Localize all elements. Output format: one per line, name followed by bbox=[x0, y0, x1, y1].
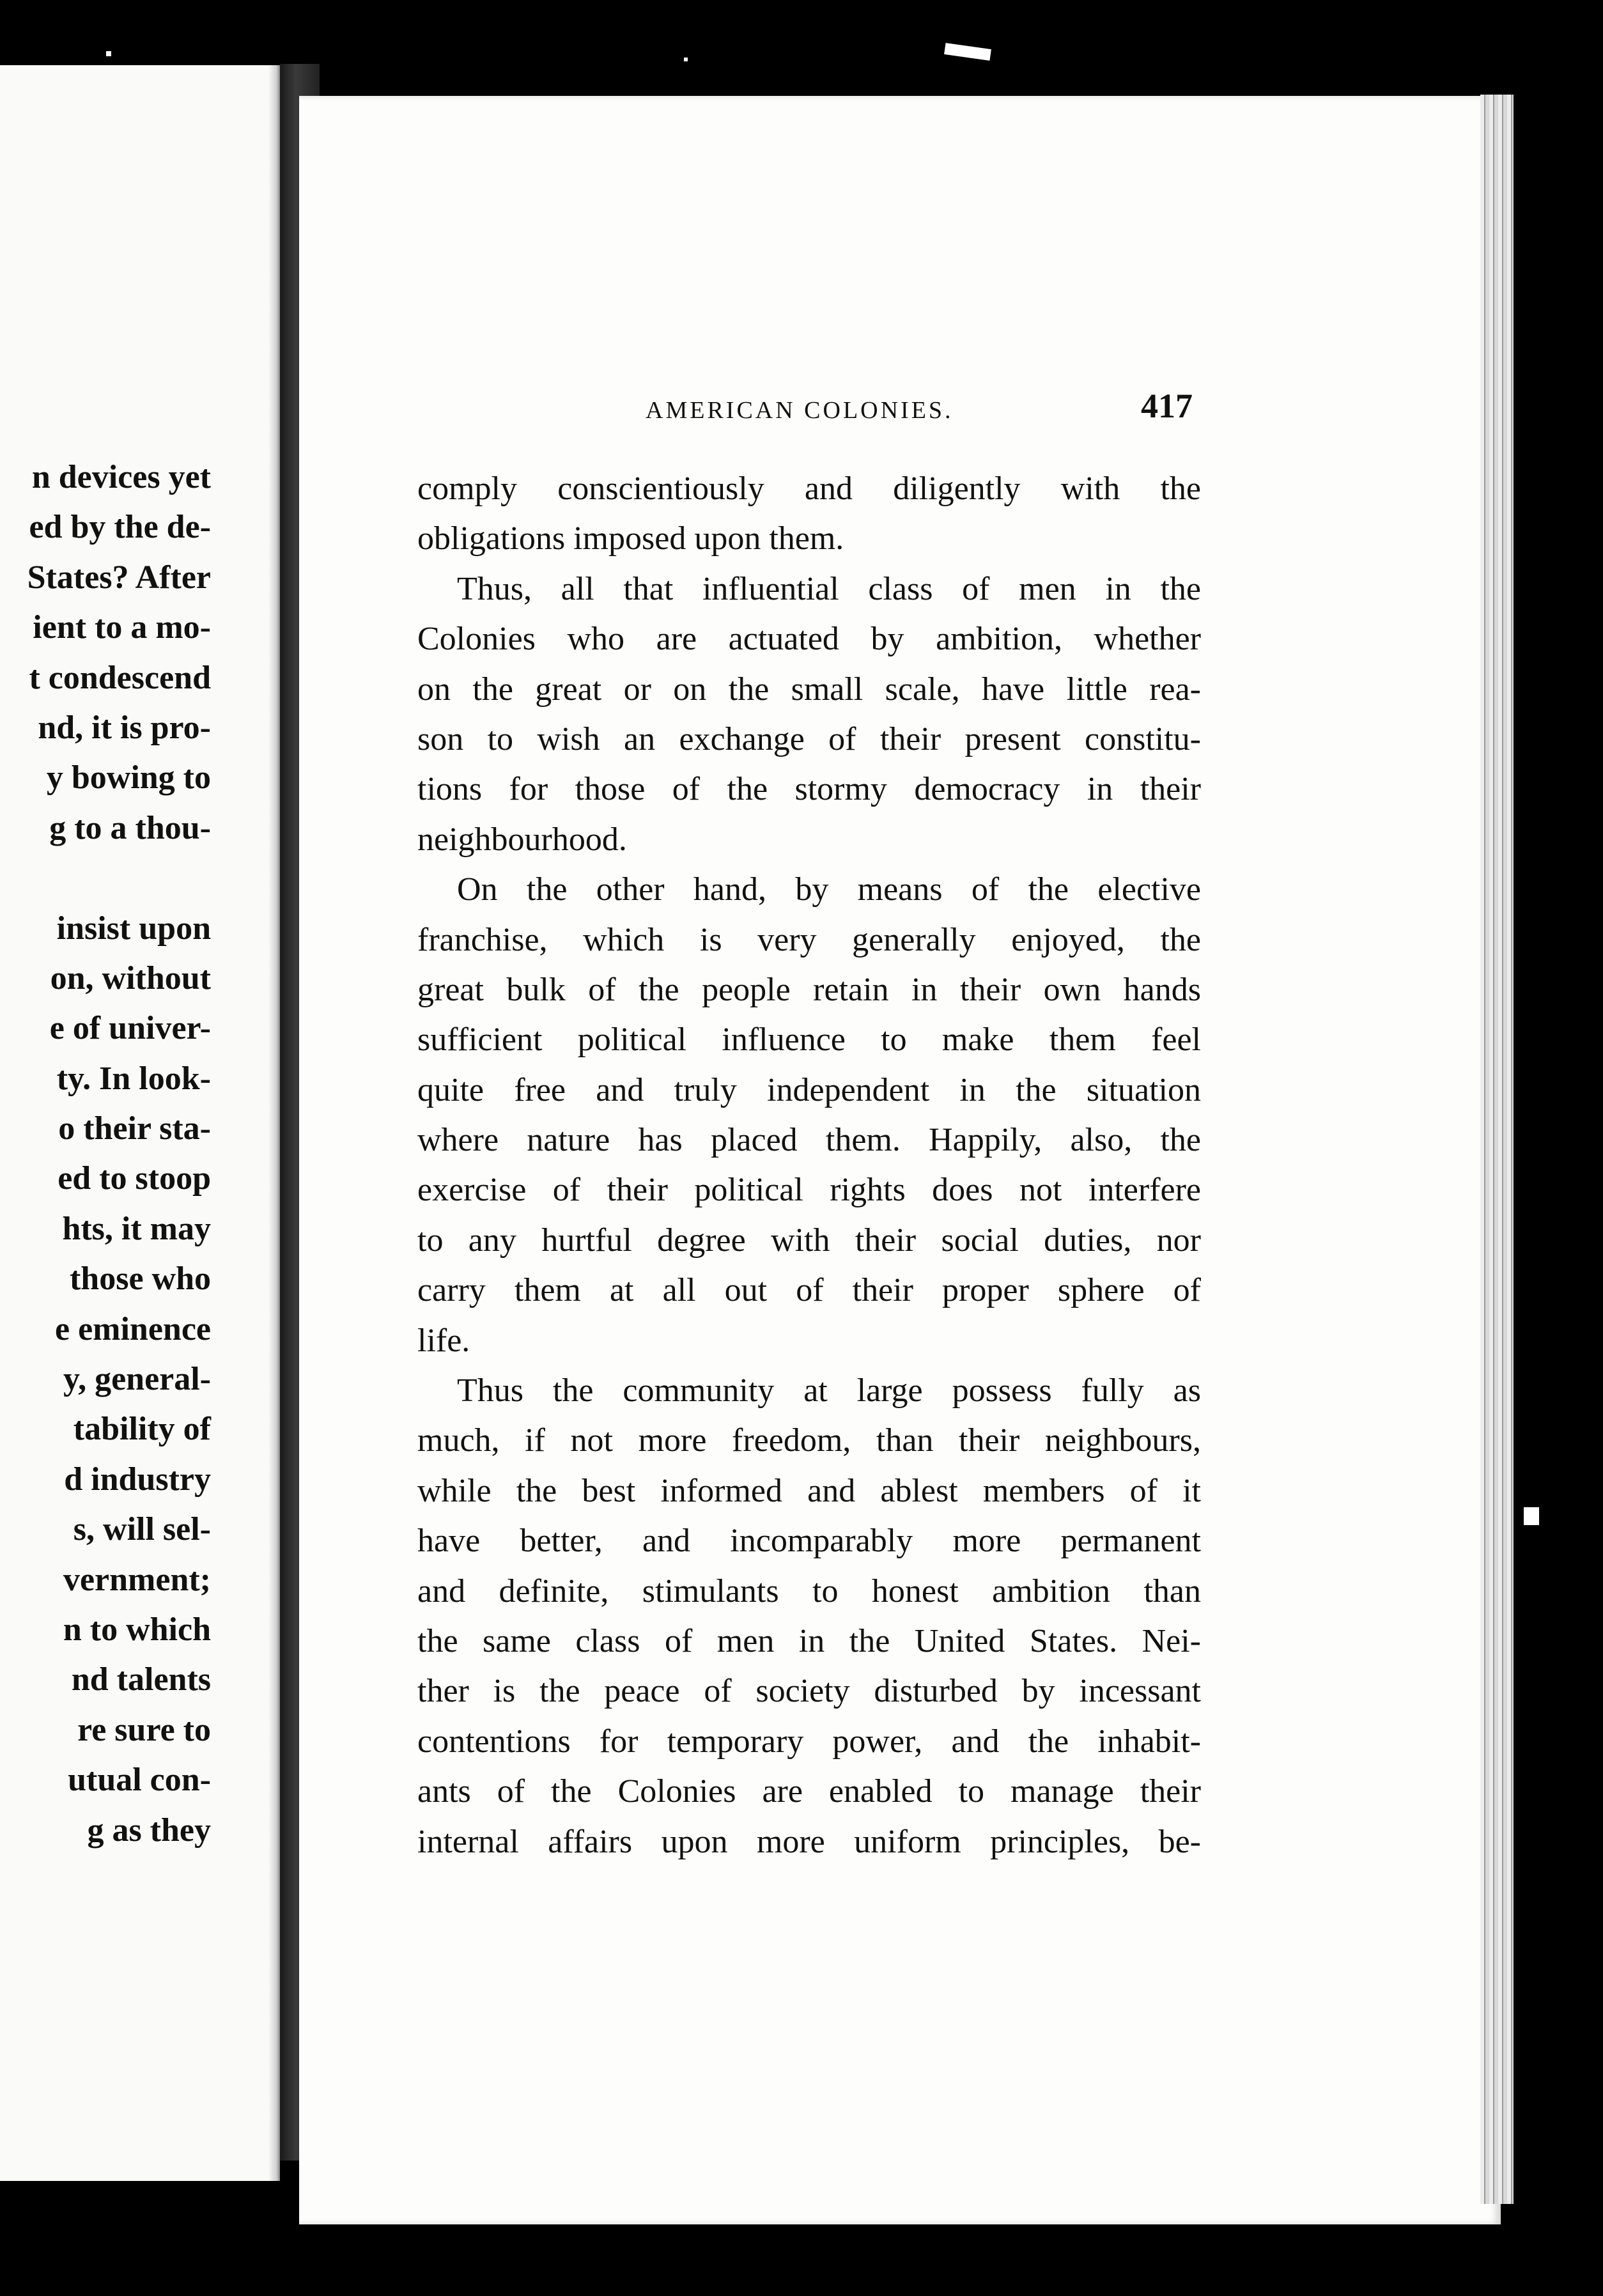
left-page-line: tability of bbox=[73, 1411, 211, 1448]
scan-speck bbox=[944, 43, 991, 61]
left-page-line: on, without bbox=[50, 959, 211, 997]
body-line: and definite, stimulants to honest ambition than bbox=[417, 1572, 1201, 1610]
left-page-line: ty. In look- bbox=[56, 1060, 211, 1097]
scan-speck bbox=[684, 58, 688, 61]
body-line: comply conscientiously and diligently with the bbox=[417, 470, 1201, 507]
body-line: have better, and incomparably more permanent bbox=[417, 1523, 1201, 1560]
scan-speck bbox=[1524, 1507, 1539, 1525]
running-head: AMERICAN COLONIES. bbox=[646, 397, 954, 424]
left-page-line: n to which bbox=[63, 1611, 211, 1648]
scan-speck bbox=[106, 51, 111, 56]
body-line: where nature has placed them. Happily, also, the bbox=[417, 1122, 1201, 1159]
left-page-line: ed to stoop bbox=[58, 1160, 211, 1197]
body-line: while the best informed and ablest members of it bbox=[417, 1472, 1201, 1509]
body-line: quite free and truly independent in the situation bbox=[417, 1071, 1201, 1108]
left-page-line: g as they bbox=[87, 1811, 211, 1849]
body-text bbox=[417, 464, 1201, 1867]
left-page-line: n devices yet bbox=[31, 459, 211, 495]
body-line: on the great or on the small scale, have little rea- bbox=[417, 671, 1201, 708]
body-line: On the other hand, by means of the elective bbox=[457, 871, 1201, 908]
left-page-line: d industry bbox=[64, 1461, 211, 1498]
body-line: ther is the peace of society disturbed by incessant bbox=[417, 1673, 1201, 1710]
body-line: Colonies who are actuated by ambition, whether bbox=[417, 621, 1201, 658]
body-line: son to wish an exchange of their present constitu- bbox=[417, 720, 1201, 757]
left-page-line: re sure to bbox=[77, 1711, 211, 1748]
body-line: carry them at all out of their proper sphere of bbox=[417, 1272, 1201, 1309]
left-page-line: s, will sel- bbox=[73, 1511, 211, 1548]
left-page-text bbox=[0, 453, 211, 1856]
page-number: 417 bbox=[1141, 387, 1193, 425]
left-page-line: ed by the de- bbox=[29, 509, 211, 546]
body-line: much, if not more freedom, than their neighbours, bbox=[417, 1422, 1201, 1459]
left-page-line: vernment; bbox=[63, 1561, 211, 1598]
body-line: tions for those of the stormy democracy in their bbox=[417, 771, 1201, 808]
left-page-line: g to a thou- bbox=[49, 809, 211, 846]
left-page-line: nd talents bbox=[71, 1661, 211, 1698]
left-page-line: utual con- bbox=[68, 1762, 211, 1799]
body-line: Thus the community at large possess fully as bbox=[457, 1372, 1201, 1409]
body-line: internal affairs upon more uniform principles, be- bbox=[417, 1823, 1201, 1860]
left-page-line: y bowing to bbox=[46, 759, 211, 796]
left-page-line: States? After bbox=[27, 559, 211, 596]
left-page-line: nd, it is pro- bbox=[38, 709, 211, 746]
left-page-line: those who bbox=[69, 1260, 211, 1298]
left-page bbox=[0, 65, 280, 2181]
left-page-line: o their sta- bbox=[58, 1110, 211, 1147]
left-page-line: e of univer- bbox=[49, 1010, 211, 1047]
body-line: ants of the Colonies are enabled to manage their bbox=[417, 1773, 1201, 1810]
body-line: obligations imposed upon them. bbox=[417, 520, 844, 557]
left-page-line: t condescend bbox=[29, 659, 211, 696]
body-line: contentions for temporary power, and the inhabit- bbox=[417, 1723, 1201, 1760]
page-edge bbox=[1480, 95, 1514, 2204]
left-page-line bbox=[0, 853, 211, 903]
body-line: sufficient political influence to make them feel bbox=[417, 1021, 1201, 1059]
left-page-line: insist upon bbox=[56, 910, 211, 947]
body-line: the same class of men in the United States. Nei- bbox=[417, 1622, 1201, 1659]
body-line: life. bbox=[417, 1322, 470, 1359]
left-page-line: hts, it may bbox=[62, 1210, 211, 1247]
body-line: to any hurtful degree with their social duties, nor bbox=[417, 1222, 1201, 1259]
left-page-gutter-shadow bbox=[268, 65, 280, 2181]
body-line: great bulk of the people retain in their own hands bbox=[417, 971, 1201, 1008]
left-page-line: y, general- bbox=[63, 1361, 211, 1398]
body-line: exercise of their political rights does not interfere bbox=[417, 1172, 1201, 1209]
body-line: Thus, all that influential class of men in the bbox=[457, 570, 1201, 607]
left-page-line: ient to a mo- bbox=[33, 609, 211, 646]
left-page-line: e eminence bbox=[54, 1310, 211, 1347]
body-line: franchise, which is very generally enjoyed, the bbox=[417, 921, 1201, 958]
body-line: neighbourhood. bbox=[417, 821, 627, 858]
